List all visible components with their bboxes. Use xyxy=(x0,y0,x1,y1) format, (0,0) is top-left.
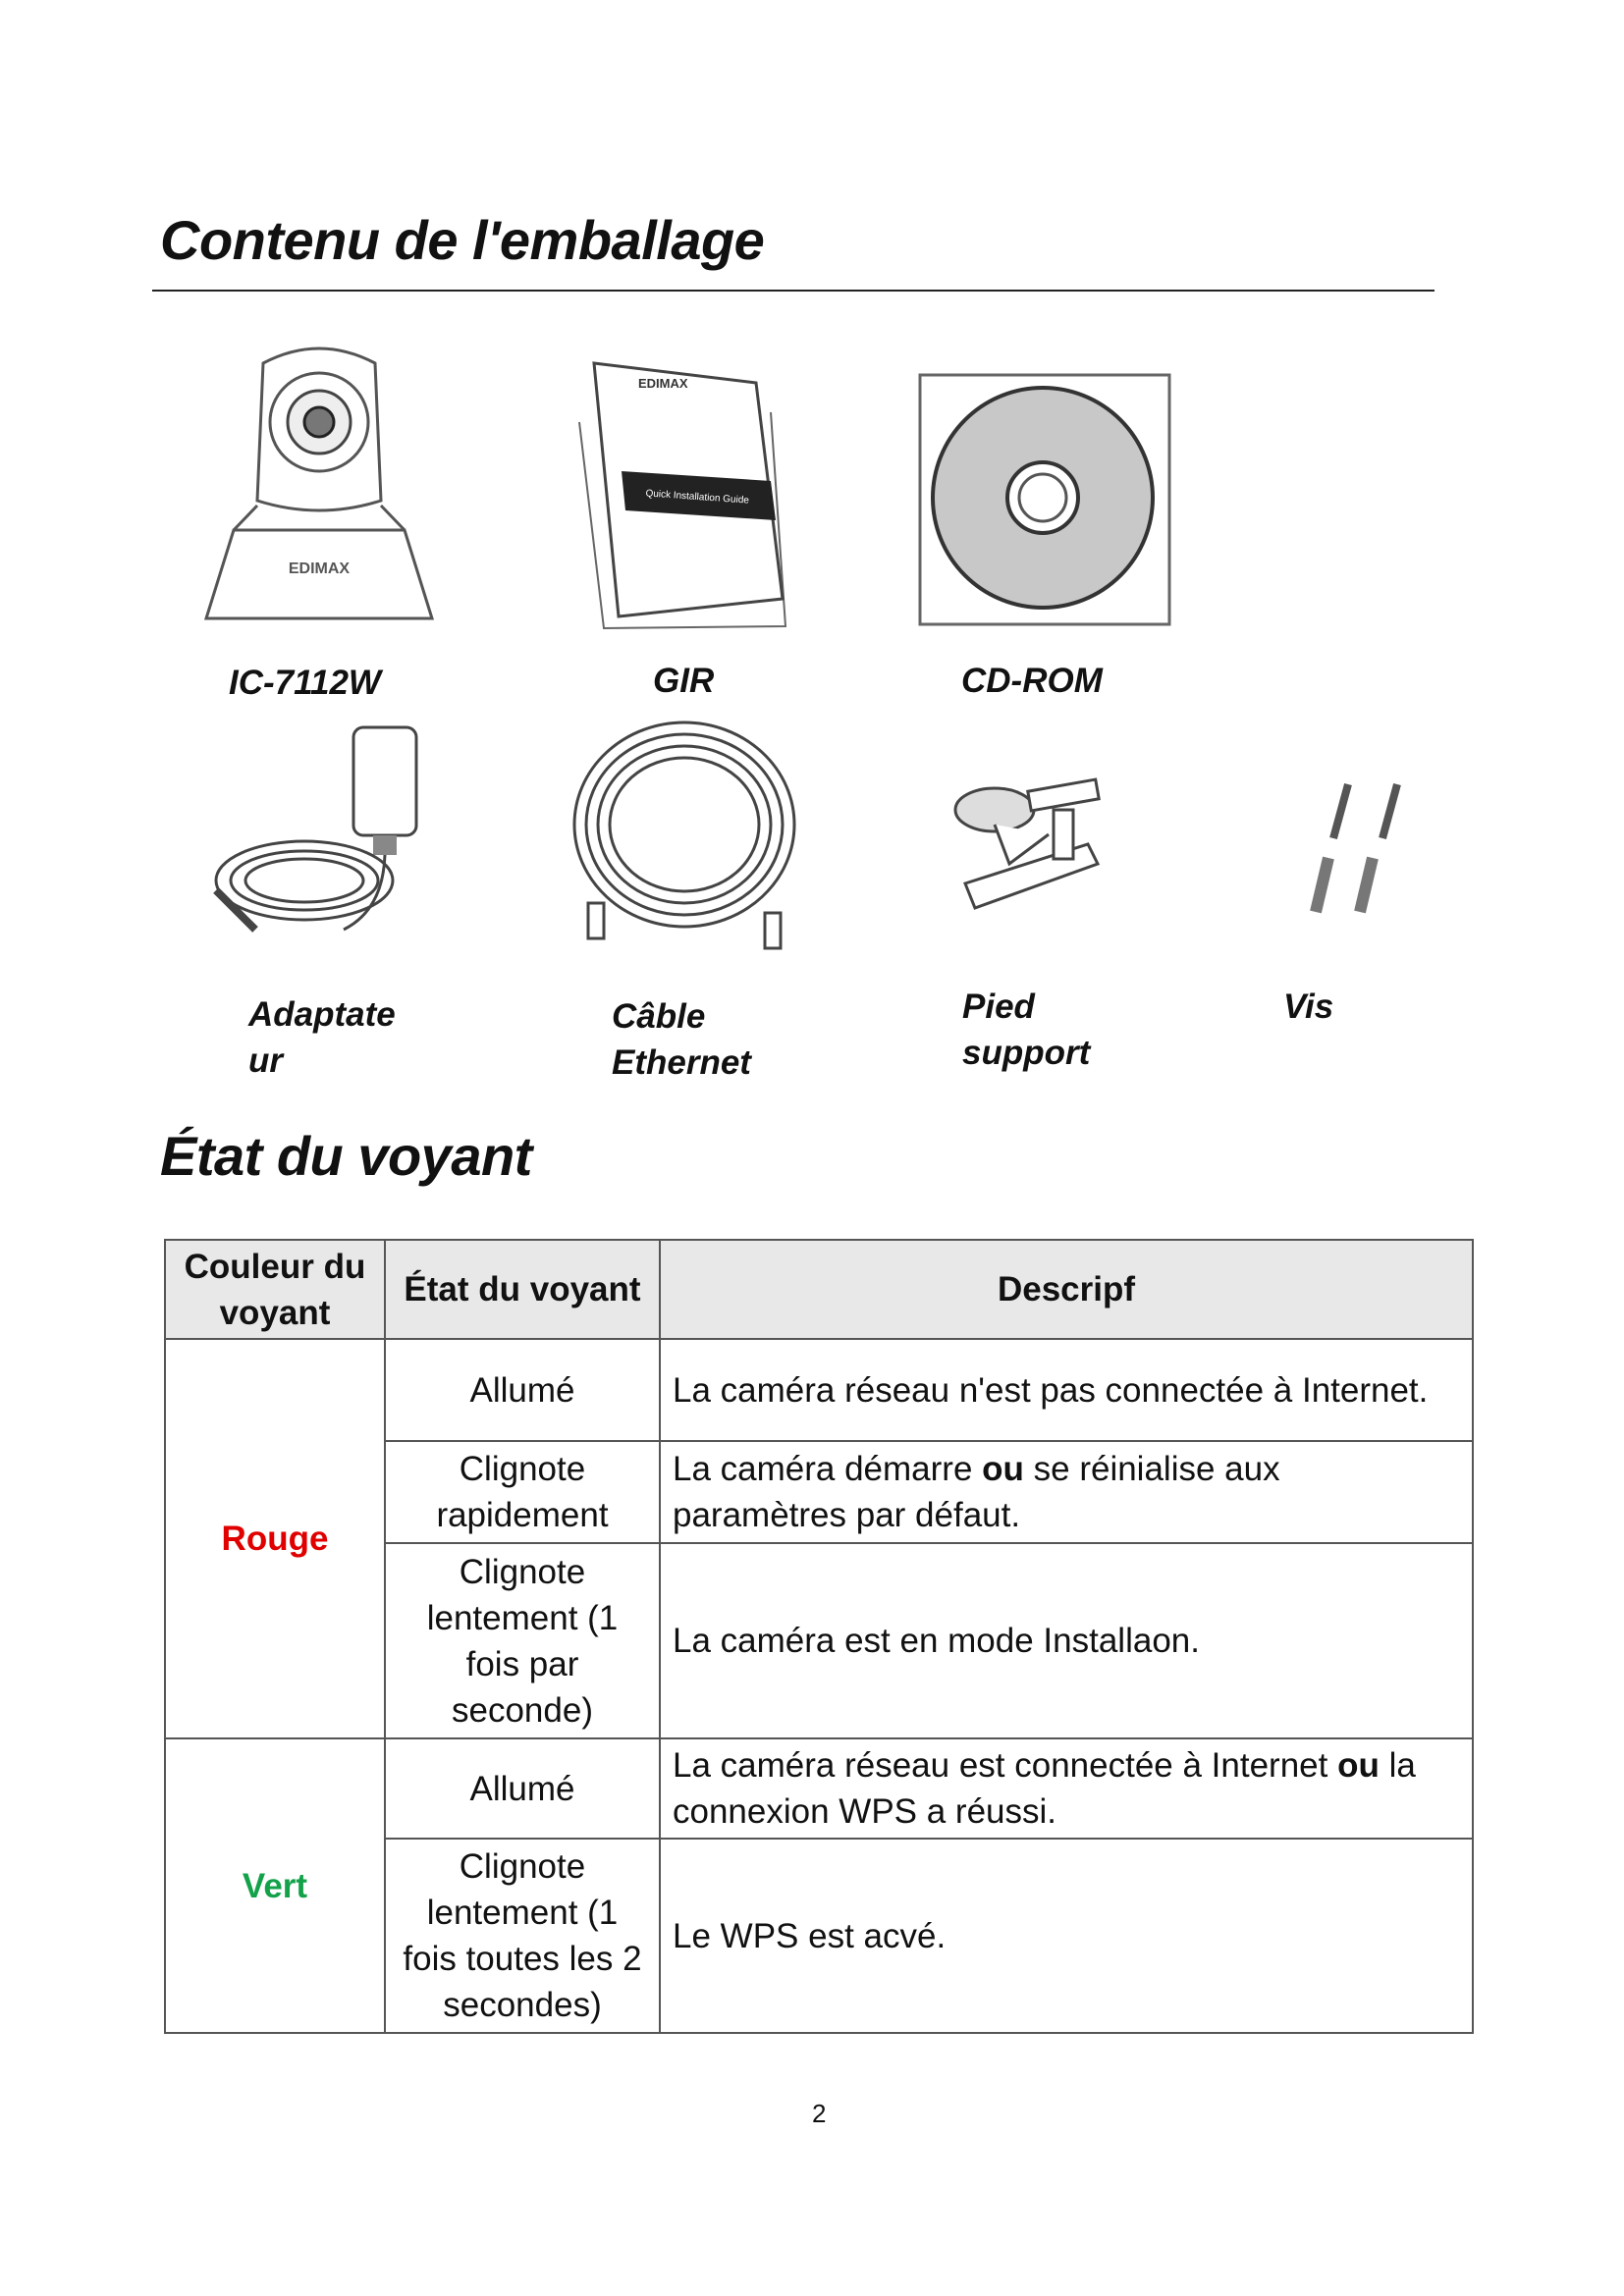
led-status-table xyxy=(164,1239,1474,2034)
led-description: La caméra est en mode Installaon. xyxy=(660,1543,1473,1738)
item-label-adapter xyxy=(248,991,396,1084)
led-state: Allumé xyxy=(385,1738,660,1839)
stand-label-line-2: support xyxy=(962,1034,1091,1072)
stand-label-line-1: Pied xyxy=(962,988,1035,1026)
item-label-cd-rom: CD-ROM xyxy=(961,662,1103,700)
led-state: Clignote lentement (1 fois par seconde) xyxy=(385,1543,660,1738)
table-row xyxy=(165,1738,1473,1839)
led-state: Allumé xyxy=(385,1339,660,1441)
item-label-screws: Vis xyxy=(1283,988,1334,1026)
led-state: Clignote rapidement xyxy=(385,1441,660,1543)
led-description: La caméra réseau n'est pas connectée à Internet. xyxy=(660,1339,1473,1441)
cable-label-line-2: Ethernet xyxy=(612,1043,751,1082)
camera-logo: EDIMAX xyxy=(288,561,351,577)
desc-part: la connexion WPS a réussi. xyxy=(673,1746,1416,1831)
item-label-stand xyxy=(962,984,1090,1076)
adapter-label-line-2: ur xyxy=(248,1041,283,1080)
led-description xyxy=(660,1738,1473,1839)
desc-part: se réinialise aux paramètres par défaut. xyxy=(673,1450,1280,1534)
desc-emphasis: ou xyxy=(1337,1746,1380,1785)
svg-text:Quick Installation Guide: Quick Installation Guide xyxy=(645,488,750,507)
ethernet-cable-icon xyxy=(568,717,800,962)
table-row xyxy=(165,1339,1473,1441)
desc-part: La caméra réseau est connectée à Internet xyxy=(673,1746,1338,1785)
desc-emphasis: ou xyxy=(982,1450,1024,1488)
table-header-row xyxy=(165,1240,1473,1339)
cable-label-line-1: Câble xyxy=(612,997,706,1036)
section-title-led: État du voyant xyxy=(160,1125,532,1187)
header-description: Descripf xyxy=(660,1240,1473,1339)
led-description: Le WPS est acvé. xyxy=(660,1839,1473,2033)
item-label-cable xyxy=(612,993,751,1086)
power-adapter-icon xyxy=(196,723,422,959)
title-divider xyxy=(152,290,1435,292)
camera-icon xyxy=(204,344,434,623)
adapter-label-line-1: Adaptate xyxy=(248,995,396,1034)
item-label-camera: IC-7112W xyxy=(229,664,381,702)
led-color-red: Rouge xyxy=(165,1339,385,1738)
stand-icon xyxy=(950,766,1119,925)
header-state: État du voyant xyxy=(385,1240,660,1339)
led-description xyxy=(660,1441,1473,1543)
svg-text:EDIMAX: EDIMAX xyxy=(638,376,688,391)
led-color-green: Vert xyxy=(165,1738,385,2033)
item-label-gir: GIR xyxy=(653,662,715,700)
screws-icon xyxy=(1304,779,1408,917)
guide-booklet-icon xyxy=(574,353,790,638)
section-title-package: Contenu de l'emballage xyxy=(160,209,765,271)
led-state: Clignote lentement (1 fois toutes les 2 secondes) xyxy=(385,1839,660,2033)
header-color: Couleur du voyant xyxy=(165,1240,385,1339)
page-number: 2 xyxy=(812,2099,827,2128)
desc-part: La caméra démarre xyxy=(673,1450,983,1488)
cd-rom-icon xyxy=(918,373,1171,626)
